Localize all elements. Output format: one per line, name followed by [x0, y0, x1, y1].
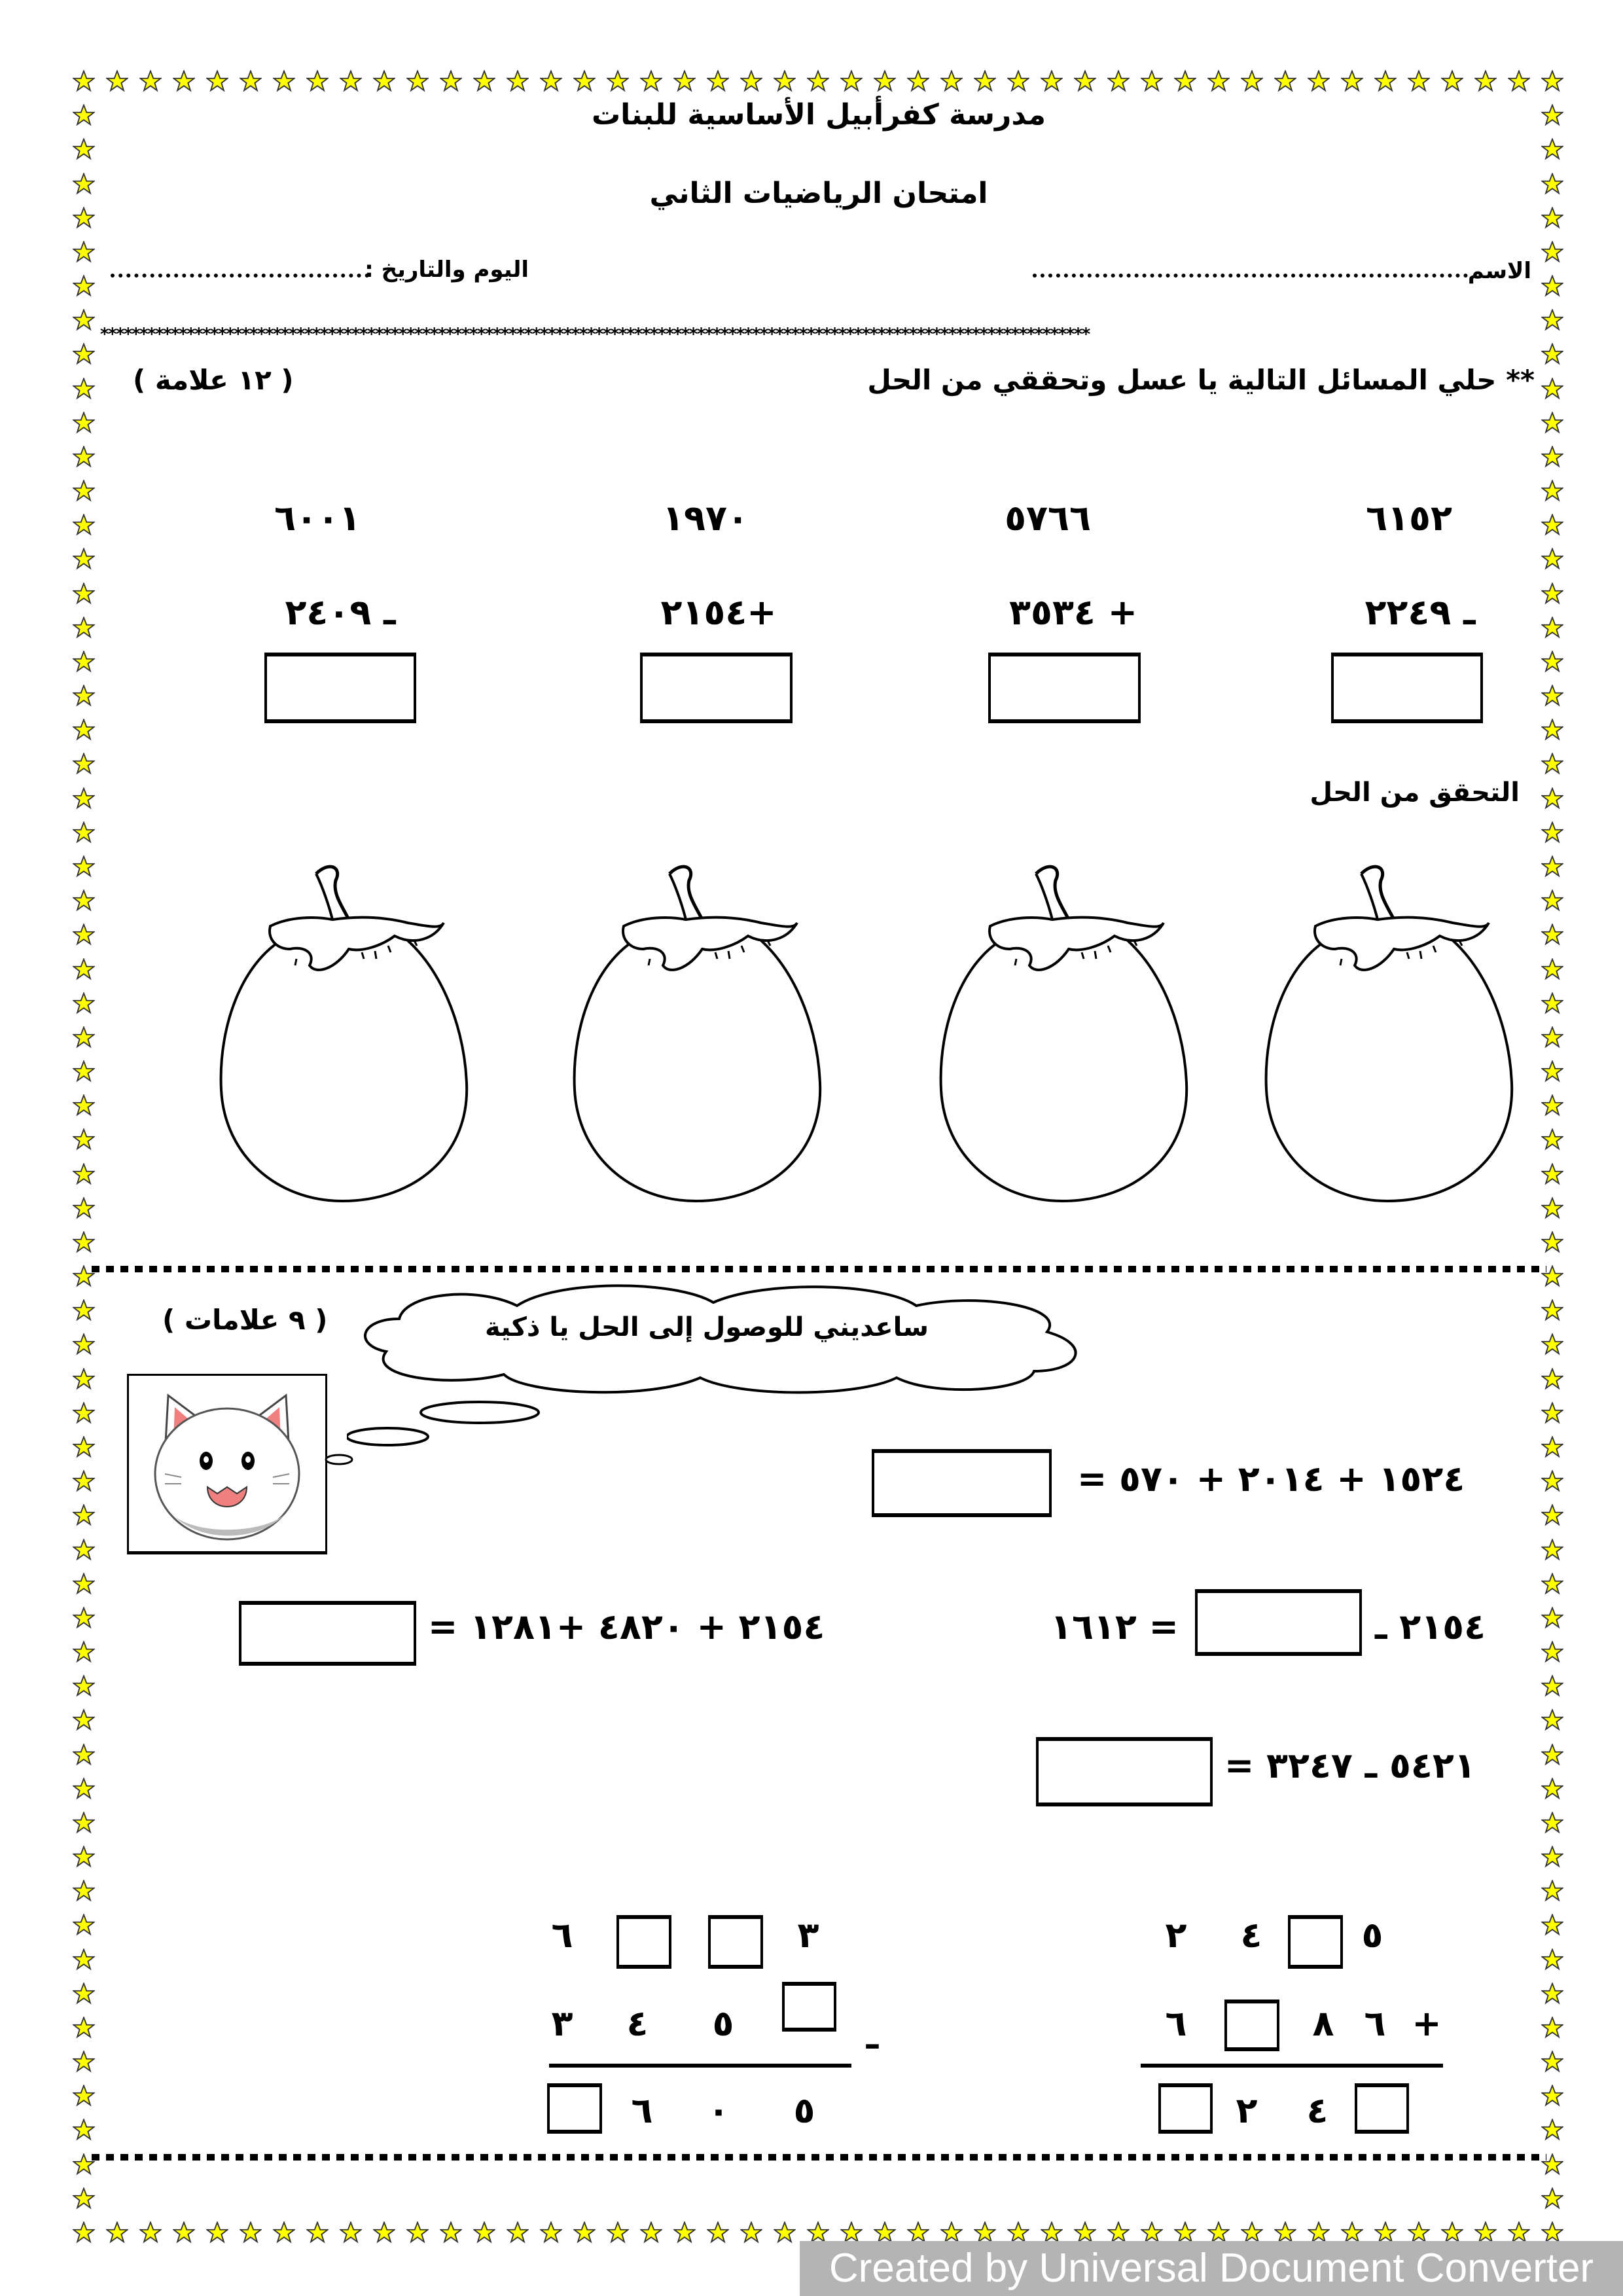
- star-icon: [1541, 309, 1563, 331]
- star-icon: [1541, 378, 1563, 400]
- sub-r3-digit: ٦: [631, 2090, 653, 2131]
- star-icon: [406, 70, 429, 92]
- star-icon: [1041, 70, 1063, 92]
- star-icon: [1341, 2221, 1363, 2244]
- section1-instruction: ** حلي المسائل التالية يا عسل وتحققي من الحل: [867, 364, 1535, 396]
- star-icon: [73, 1470, 95, 1492]
- bubble-text: ساعديني للوصول إلى الحل يا ذكية: [485, 1312, 929, 1342]
- star-icon: [240, 70, 262, 92]
- star-icon: [1341, 70, 1363, 92]
- star-icon: [1541, 2119, 1563, 2141]
- star-icon: [73, 958, 95, 980]
- star-icon: [340, 2221, 362, 2244]
- sub-r2-digit: ٣: [551, 2003, 573, 2044]
- eggplant-3: [938, 854, 1193, 1208]
- star-icon: [73, 1539, 95, 1561]
- star-icon: [640, 2221, 662, 2244]
- star-icon: [473, 2221, 495, 2244]
- star-icon: [1274, 70, 1296, 92]
- star-icon: [1441, 70, 1463, 92]
- star-icon: [1374, 70, 1397, 92]
- star-icon: [573, 2221, 596, 2244]
- school-name: مدرسة كفرأبيل الأساسية للبنات: [591, 98, 1046, 132]
- sub-r3-digit: ٥: [793, 2090, 815, 2131]
- star-icon: [1541, 651, 1563, 673]
- star-icon: [1541, 1982, 1563, 2005]
- star-icon: [673, 70, 696, 92]
- thought-cloud: [347, 1280, 1093, 1450]
- star-icon: [1541, 275, 1563, 297]
- star-icon: [1541, 70, 1563, 92]
- star-icon: [73, 1402, 95, 1424]
- star-icon: [73, 1163, 95, 1185]
- star-icon: [974, 2221, 996, 2244]
- star-icon: [640, 70, 662, 92]
- star-icon: [907, 2221, 929, 2244]
- star-icon: [73, 1436, 95, 1458]
- star-icon: [1541, 1709, 1563, 1731]
- star-icon: [1041, 2221, 1063, 2244]
- star-icon: [106, 2221, 128, 2244]
- star-icon: [807, 70, 829, 92]
- star-icon: [73, 241, 95, 263]
- star-icon: [1541, 1128, 1563, 1151]
- problem-1-top: ٦٠٠١: [274, 497, 361, 539]
- eq3-result: ١٦١٢ =: [1050, 1606, 1179, 1647]
- star-icon: [874, 70, 896, 92]
- eq2-answer-box[interactable]: [239, 1601, 416, 1666]
- problem-2-bottom: ٢١٥٤+: [660, 592, 777, 633]
- star-icon: [73, 821, 95, 844]
- star-icon: [1308, 2221, 1330, 2244]
- star-icon: [940, 70, 963, 92]
- star-icon: [1541, 1026, 1563, 1049]
- star-icon: [440, 2221, 462, 2244]
- cat-face-icon: [129, 1376, 325, 1551]
- add-rule: [1141, 2064, 1443, 2068]
- star-icon: [707, 70, 729, 92]
- star-icon: [573, 70, 596, 92]
- sub-r1-digit: ٣: [797, 1914, 819, 1956]
- star-icon: [1541, 1333, 1563, 1355]
- star-icon: [1541, 1914, 1563, 1936]
- star-icon: [73, 1641, 95, 1663]
- star-icon: [73, 787, 95, 810]
- star-icon: [1541, 1573, 1563, 1595]
- eq4-expression: = ٣٢٤٧ ـ ٥٤٢١: [1224, 1745, 1476, 1786]
- problem-2-top: ١٩٧٠: [662, 497, 749, 539]
- eq1-expression: = ٥٧٠ + ٢٠١٤ + ١٥٢٤: [1077, 1458, 1465, 1499]
- section-divider-1: [92, 1266, 1546, 1272]
- star-icon: [1508, 70, 1530, 92]
- star-icon: [1241, 2221, 1263, 2244]
- sub-r1-box-2[interactable]: [708, 1915, 763, 1969]
- star-icon: [907, 70, 929, 92]
- star-icon: [73, 1368, 95, 1390]
- star-icon: [1308, 70, 1330, 92]
- star-icon: [1274, 2221, 1296, 2244]
- star-icon: [1541, 1539, 1563, 1561]
- eggplant-1: [218, 854, 473, 1208]
- star-icon: [1207, 2221, 1230, 2244]
- star-icon: [73, 1128, 95, 1151]
- star-icon: [73, 2119, 95, 2141]
- star-icon: [774, 2221, 796, 2244]
- problem-4-top: ٦١٥٢: [1366, 497, 1452, 539]
- star-icon: [73, 309, 95, 331]
- check-label: التحقق من الحل: [1310, 778, 1520, 808]
- star-icon: [1541, 1607, 1563, 1629]
- star-icon: [940, 2221, 963, 2244]
- add-r3-box-2[interactable]: [1355, 2083, 1409, 2134]
- eq1-answer-box[interactable]: [872, 1449, 1052, 1517]
- add-r2-digit: ٨: [1312, 2003, 1334, 2044]
- star-icon: [306, 70, 329, 92]
- star-icon: [373, 2221, 395, 2244]
- star-icon: [73, 1744, 95, 1766]
- star-icon: [173, 70, 195, 92]
- eq2-expression: = ١٢٨١+ ٤٨٢٠ + ٢١٥٤: [428, 1606, 825, 1647]
- star-icon: [1408, 2221, 1430, 2244]
- eq4-answer-box[interactable]: [1036, 1737, 1213, 1806]
- star-icon: [73, 2221, 95, 2244]
- star-icon: [440, 70, 462, 92]
- star-icon: [1541, 2051, 1563, 2073]
- eggplant-2: [571, 854, 827, 1208]
- star-icon: [73, 480, 95, 502]
- problem-3-top: ٥٧٦٦: [1005, 497, 1091, 539]
- star-icon: [373, 70, 395, 92]
- add-r1-digit: ٤: [1240, 1914, 1262, 1956]
- star-icon: [73, 583, 95, 605]
- star-icon: [1107, 70, 1130, 92]
- star-icon: [73, 1675, 95, 1697]
- problem-3-bottom: ٣٥٣٤ +: [1009, 592, 1137, 633]
- add-operator: +: [1412, 2003, 1442, 2044]
- add-r2-box[interactable]: [1224, 2000, 1279, 2051]
- sub-r2-box[interactable]: [782, 1982, 836, 2032]
- star-icon: [540, 2221, 562, 2244]
- sub-r3-digit: ٠: [707, 2090, 730, 2131]
- star-icon: [73, 651, 95, 673]
- star-icon: [73, 1982, 95, 2005]
- star-icon: [507, 70, 529, 92]
- star-icon: [206, 70, 228, 92]
- star-icon: [740, 70, 762, 92]
- problem-4-bottom: ٢٢٤٩ ـ: [1364, 592, 1476, 633]
- star-icon: [1541, 480, 1563, 502]
- star-icon: [1174, 70, 1196, 92]
- star-icon: [707, 2221, 729, 2244]
- star-icon: [1541, 1231, 1563, 1253]
- star-icon: [1541, 446, 1563, 468]
- star-icon: [73, 992, 95, 1014]
- asterisk-divider: ******************************************************************************************************************************: [100, 325, 1090, 344]
- add-r2-digit: ٦: [1364, 2003, 1386, 2044]
- star-icon: [73, 1504, 95, 1526]
- star-icon: [73, 2085, 95, 2107]
- star-icon: [607, 2221, 629, 2244]
- answer-box-2[interactable]: [640, 653, 793, 723]
- star-icon: [106, 70, 128, 92]
- star-icon: [1541, 753, 1563, 775]
- sub-r2-digit: ٥: [712, 2003, 734, 2044]
- star-icon: [1541, 1812, 1563, 1834]
- star-icon: [1541, 1504, 1563, 1526]
- sub-r1-box-1[interactable]: [616, 1915, 671, 1969]
- star-icon: [1074, 2221, 1096, 2244]
- star-icon: [1541, 719, 1563, 741]
- sub-r2-digit: ٤: [626, 2003, 649, 2044]
- star-icon: [73, 378, 95, 400]
- star-icon: [1541, 1299, 1563, 1321]
- star-icon: [240, 2221, 262, 2244]
- star-icon: [1541, 821, 1563, 844]
- add-r1-digit: ٢: [1165, 1914, 1187, 1956]
- star-icon: [1541, 1402, 1563, 1424]
- star-icon: [1541, 2187, 1563, 2210]
- star-icon: [73, 1914, 95, 1936]
- answer-box-4[interactable]: [1331, 653, 1483, 723]
- star-icon: [607, 70, 629, 92]
- star-icon: [1541, 1060, 1563, 1083]
- star-icon: [73, 1709, 95, 1731]
- star-icon: [974, 70, 996, 92]
- eq3-expression: ـ ٢١٥٤: [1375, 1606, 1486, 1647]
- star-icon: [1541, 1880, 1563, 1902]
- add-r3-digit: ٢: [1236, 2090, 1258, 2131]
- star-icon: [73, 2051, 95, 2073]
- star-icon: [1541, 412, 1563, 434]
- section-divider-2: [92, 2154, 1546, 2161]
- star-icon: [840, 70, 863, 92]
- star-icon: [1541, 855, 1563, 878]
- star-icon: [273, 70, 295, 92]
- star-icon: [73, 617, 95, 639]
- star-icon: [1241, 70, 1263, 92]
- star-icon: [1541, 958, 1563, 980]
- small-bubble-icon: [324, 1453, 354, 1466]
- date-label: اليوم والتاريخ :: [365, 257, 529, 283]
- star-icon: [1541, 924, 1563, 946]
- star-icon: [73, 446, 95, 468]
- name-label: الاسم: [1467, 258, 1531, 284]
- star-icon: [73, 2187, 95, 2210]
- answer-box-3[interactable]: [988, 653, 1141, 723]
- add-r3-digit: ٤: [1306, 2090, 1329, 2131]
- star-icon: [507, 2221, 529, 2244]
- star-icon: [1174, 2221, 1196, 2244]
- star-icon: [740, 2221, 762, 2244]
- star-icon: [1541, 992, 1563, 1014]
- exam-title: امتحان الرياضيات الثاني: [649, 177, 988, 210]
- star-icon: [73, 889, 95, 912]
- eq3-answer-box[interactable]: [1195, 1589, 1362, 1656]
- star-icon: [1541, 1641, 1563, 1663]
- star-icon: [1541, 343, 1563, 365]
- star-icon: [73, 1060, 95, 1083]
- star-icon: [73, 70, 95, 92]
- star-icon: [1541, 1163, 1563, 1185]
- star-icon: [73, 924, 95, 946]
- star-icon: [340, 70, 362, 92]
- star-icon: [1541, 1436, 1563, 1458]
- star-icon: [406, 2221, 429, 2244]
- name-field[interactable]: [1033, 274, 1468, 278]
- star-icon: [73, 1573, 95, 1595]
- add-r1-digit: ٥: [1361, 1914, 1383, 1956]
- star-icon: [273, 2221, 295, 2244]
- star-icon: [73, 1948, 95, 1971]
- star-icon: [1474, 70, 1497, 92]
- star-icon: [1541, 2221, 1563, 2244]
- star-icon: [306, 2221, 329, 2244]
- star-icon: [73, 2017, 95, 2039]
- star-icon: [1541, 889, 1563, 912]
- star-icon: [73, 1333, 95, 1355]
- cat-picture: [127, 1374, 327, 1554]
- date-field[interactable]: [111, 274, 369, 278]
- star-icon: [1508, 2221, 1530, 2244]
- section2-marks: ( ٩ علامات ): [162, 1304, 328, 1336]
- star-icon: [1541, 583, 1563, 605]
- star-icon: [73, 1231, 95, 1253]
- answer-box-1[interactable]: [264, 653, 416, 723]
- star-icon: [1541, 1948, 1563, 1971]
- star-icon: [1541, 1094, 1563, 1117]
- star-icon: [1541, 617, 1563, 639]
- star-icon: [1541, 2085, 1563, 2107]
- star-icon: [73, 855, 95, 878]
- star-icon: [1141, 2221, 1163, 2244]
- star-icon: [1107, 2221, 1130, 2244]
- star-icon: [807, 2221, 829, 2244]
- star-icon: [206, 2221, 228, 2244]
- add-r3-box-1[interactable]: [1158, 2083, 1213, 2134]
- sub-r3-box[interactable]: [547, 2083, 602, 2134]
- star-icon: [1541, 2017, 1563, 2039]
- star-icon: [73, 1778, 95, 1800]
- star-icon: [1541, 241, 1563, 263]
- star-icon: [73, 1880, 95, 1902]
- sub-r1-digit: ٦: [551, 1914, 573, 1956]
- star-icon: [73, 1197, 95, 1219]
- star-icon: [1541, 685, 1563, 707]
- watermark: Created by Universal Document Converter: [800, 2241, 1623, 2296]
- star-icon: [73, 719, 95, 741]
- eggplant-4: [1263, 854, 1518, 1208]
- star-icon: [1074, 70, 1096, 92]
- star-icon: [1474, 2221, 1497, 2244]
- star-icon: [139, 70, 162, 92]
- sub-rule: [549, 2064, 851, 2068]
- star-icon: [1541, 1744, 1563, 1766]
- star-icon: [1141, 70, 1163, 92]
- star-icon: [73, 685, 95, 707]
- star-icon: [73, 1607, 95, 1629]
- star-icon: [1541, 138, 1563, 160]
- star-icon: [73, 412, 95, 434]
- star-icon: [473, 70, 495, 92]
- star-icon: [673, 2221, 696, 2244]
- star-icon: [1541, 1778, 1563, 1800]
- star-icon: [1374, 2221, 1397, 2244]
- star-icon: [139, 2221, 162, 2244]
- star-icon: [73, 1026, 95, 1049]
- star-icon: [1541, 1470, 1563, 1492]
- star-icon: [1541, 787, 1563, 810]
- section1-marks: ( ١٢ علامة ): [133, 364, 294, 396]
- star-icon: [1541, 1197, 1563, 1219]
- star-icon: [1007, 2221, 1029, 2244]
- star-icon: [73, 1094, 95, 1117]
- star-icon: [1541, 514, 1563, 536]
- add-r2-digit: ٦: [1165, 2003, 1187, 2044]
- star-icon: [1541, 1675, 1563, 1697]
- problem-1-bottom: ٢٤٠٩ ـ: [285, 592, 396, 633]
- star-icon: [73, 514, 95, 536]
- star-icon: [840, 2221, 863, 2244]
- star-icon: [1207, 70, 1230, 92]
- star-icon: [73, 753, 95, 775]
- star-icon: [1007, 70, 1029, 92]
- star-icon: [73, 1846, 95, 1868]
- star-icon: [173, 2221, 195, 2244]
- sub-operator: ـ: [866, 2016, 879, 2057]
- star-icon: [73, 1299, 95, 1321]
- star-icon: [1541, 1846, 1563, 1868]
- star-icon: [1541, 1368, 1563, 1390]
- star-icon: [774, 70, 796, 92]
- star-icon: [73, 548, 95, 570]
- star-icon: [1541, 548, 1563, 570]
- star-icon: [73, 275, 95, 297]
- add-r1-box[interactable]: [1288, 1915, 1343, 1969]
- star-icon: [874, 2221, 896, 2244]
- star-icon: [73, 138, 95, 160]
- star-icon: [1408, 70, 1430, 92]
- star-icon: [540, 70, 562, 92]
- star-icon: [73, 343, 95, 365]
- star-icon: [73, 1812, 95, 1834]
- star-icon: [1441, 2221, 1463, 2244]
